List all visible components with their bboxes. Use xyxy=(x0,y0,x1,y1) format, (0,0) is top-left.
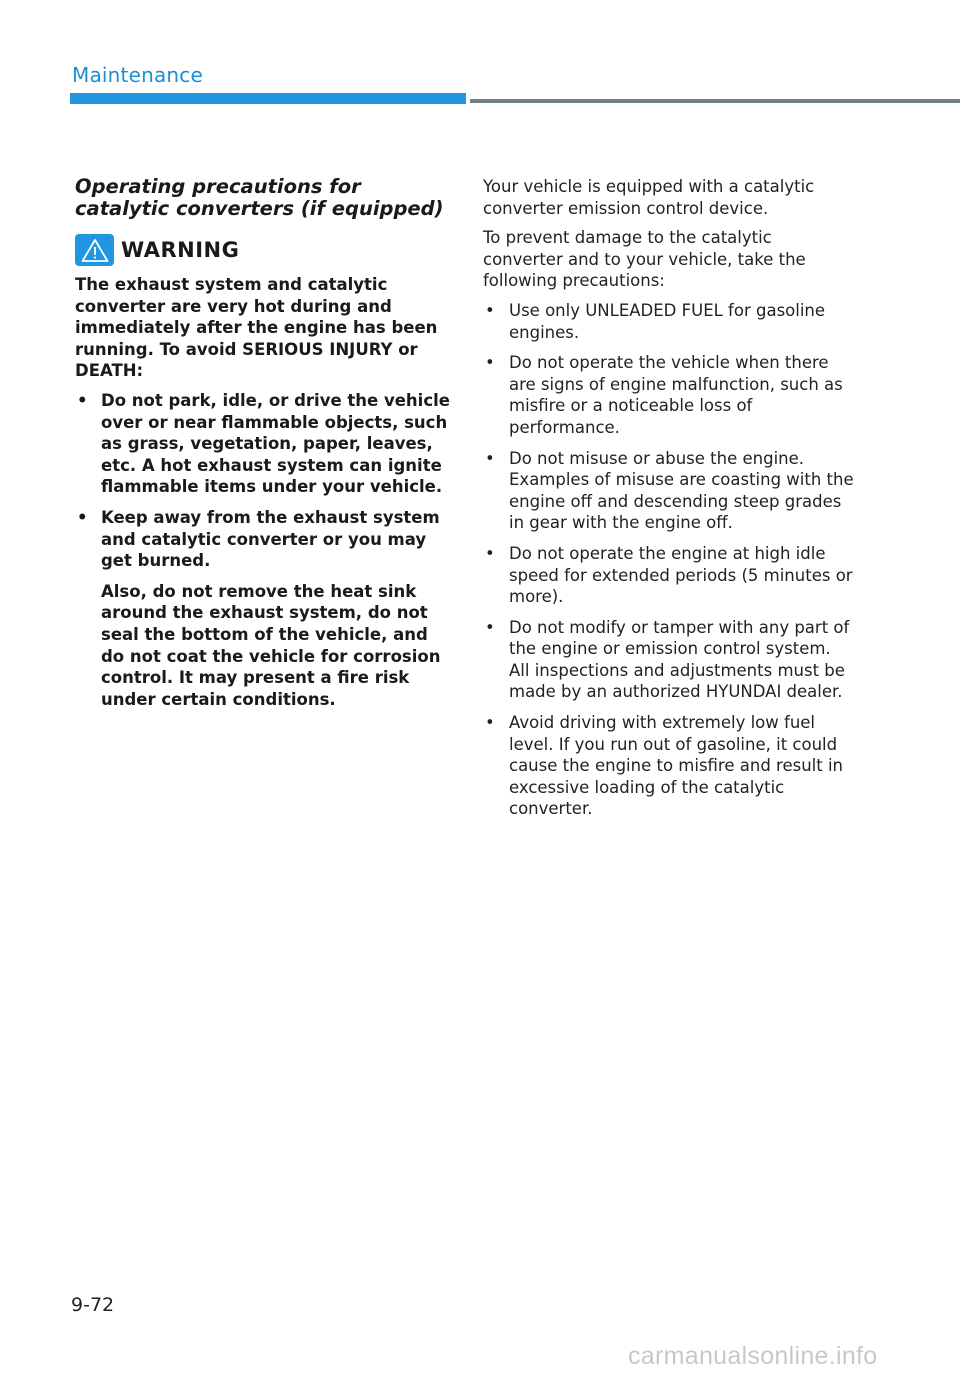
warning-triangle-icon xyxy=(75,234,114,266)
watermark: carmanualsonline.info xyxy=(628,1342,878,1370)
precaution-text: Do not misuse or abuse the engine. Examples of misuse are coasting with the engine off and descending steep grades in gear with the engine off. xyxy=(509,448,854,533)
bullet-dot: • xyxy=(485,543,495,563)
precaution-list-item xyxy=(483,448,855,534)
precaution-list-item xyxy=(483,300,855,343)
precautions-paragraph: To prevent damage to the catalytic converter and to your vehicle, take the following precautions: xyxy=(483,228,806,291)
warning-list-item xyxy=(75,507,455,710)
header-rule-accent xyxy=(70,93,466,104)
warning-list-text: Do not park, idle, or drive the vehicle over or near flammable objects, such as grass, vegetation, paper, leaves, etc. A hot exhaust system can ignite flammable items under your vehicle. xyxy=(101,390,450,497)
precaution-list-item xyxy=(483,352,855,438)
precaution-list-item xyxy=(483,617,855,703)
bullet-dot: • xyxy=(485,448,495,468)
warning-label: WARNING xyxy=(121,238,240,262)
bullet-dot: • xyxy=(485,353,495,373)
warning-list-text: Also, do not remove the heat sink around the exhaust system, do not seal the bottom of the vehicle, and do not coat the vehicle for corrosion control. It may present a fire risk under certain conditions. xyxy=(101,581,441,709)
warning-list-item xyxy=(75,390,455,498)
precaution-text: Do not operate the engine at high idle speed for extended periods (5 minutes or more). xyxy=(509,543,853,607)
precaution-list-item xyxy=(483,543,855,608)
header-rule xyxy=(470,99,960,103)
right-column xyxy=(483,176,855,829)
intro-paragraph: Your vehicle is equipped with a catalytic converter emission control device. xyxy=(483,177,815,218)
precaution-text: Use only UNLEADED FUEL for gasoline engines. xyxy=(509,300,826,342)
page-number: 9-72 xyxy=(71,1294,115,1316)
bullet-dot: • xyxy=(77,390,88,410)
warning-intro: The exhaust system and catalytic converter are very hot during and immediately after the engine has been running. To avoid SERIOUS INJURY or DEATH: xyxy=(75,275,438,381)
section-title: Maintenance xyxy=(72,63,203,87)
warning-list-text: Keep away from the exhaust system and catalytic converter or you may get burned. xyxy=(101,507,440,571)
warning-header xyxy=(75,234,455,266)
precaution-list-item xyxy=(483,712,855,820)
precaution-text: Do not modify or tamper with any part of the engine or emission control system. All inspections and adjustments must be made by an authorized HYUNDAI dealer. xyxy=(509,617,850,702)
warning-list xyxy=(75,390,455,710)
bullet-dot: • xyxy=(485,300,495,320)
bullet-dot: • xyxy=(485,617,495,637)
subheading: Operating precautions for catalytic converters (if equipped) xyxy=(75,175,444,220)
precaution-text: Do not operate the vehicle when there are signs of engine malfunction, such as misfire or a noticeable loss of performance. xyxy=(509,353,843,437)
left-column xyxy=(75,176,455,719)
bullet-dot: • xyxy=(77,507,88,527)
precautions-list xyxy=(483,300,855,820)
bullet-dot: • xyxy=(485,713,495,733)
precaution-text: Avoid driving with extremely low fuel level. If you run out of gasoline, it could cause the engine to misfire and result in excessive loading of the catalytic converter. xyxy=(509,713,844,819)
